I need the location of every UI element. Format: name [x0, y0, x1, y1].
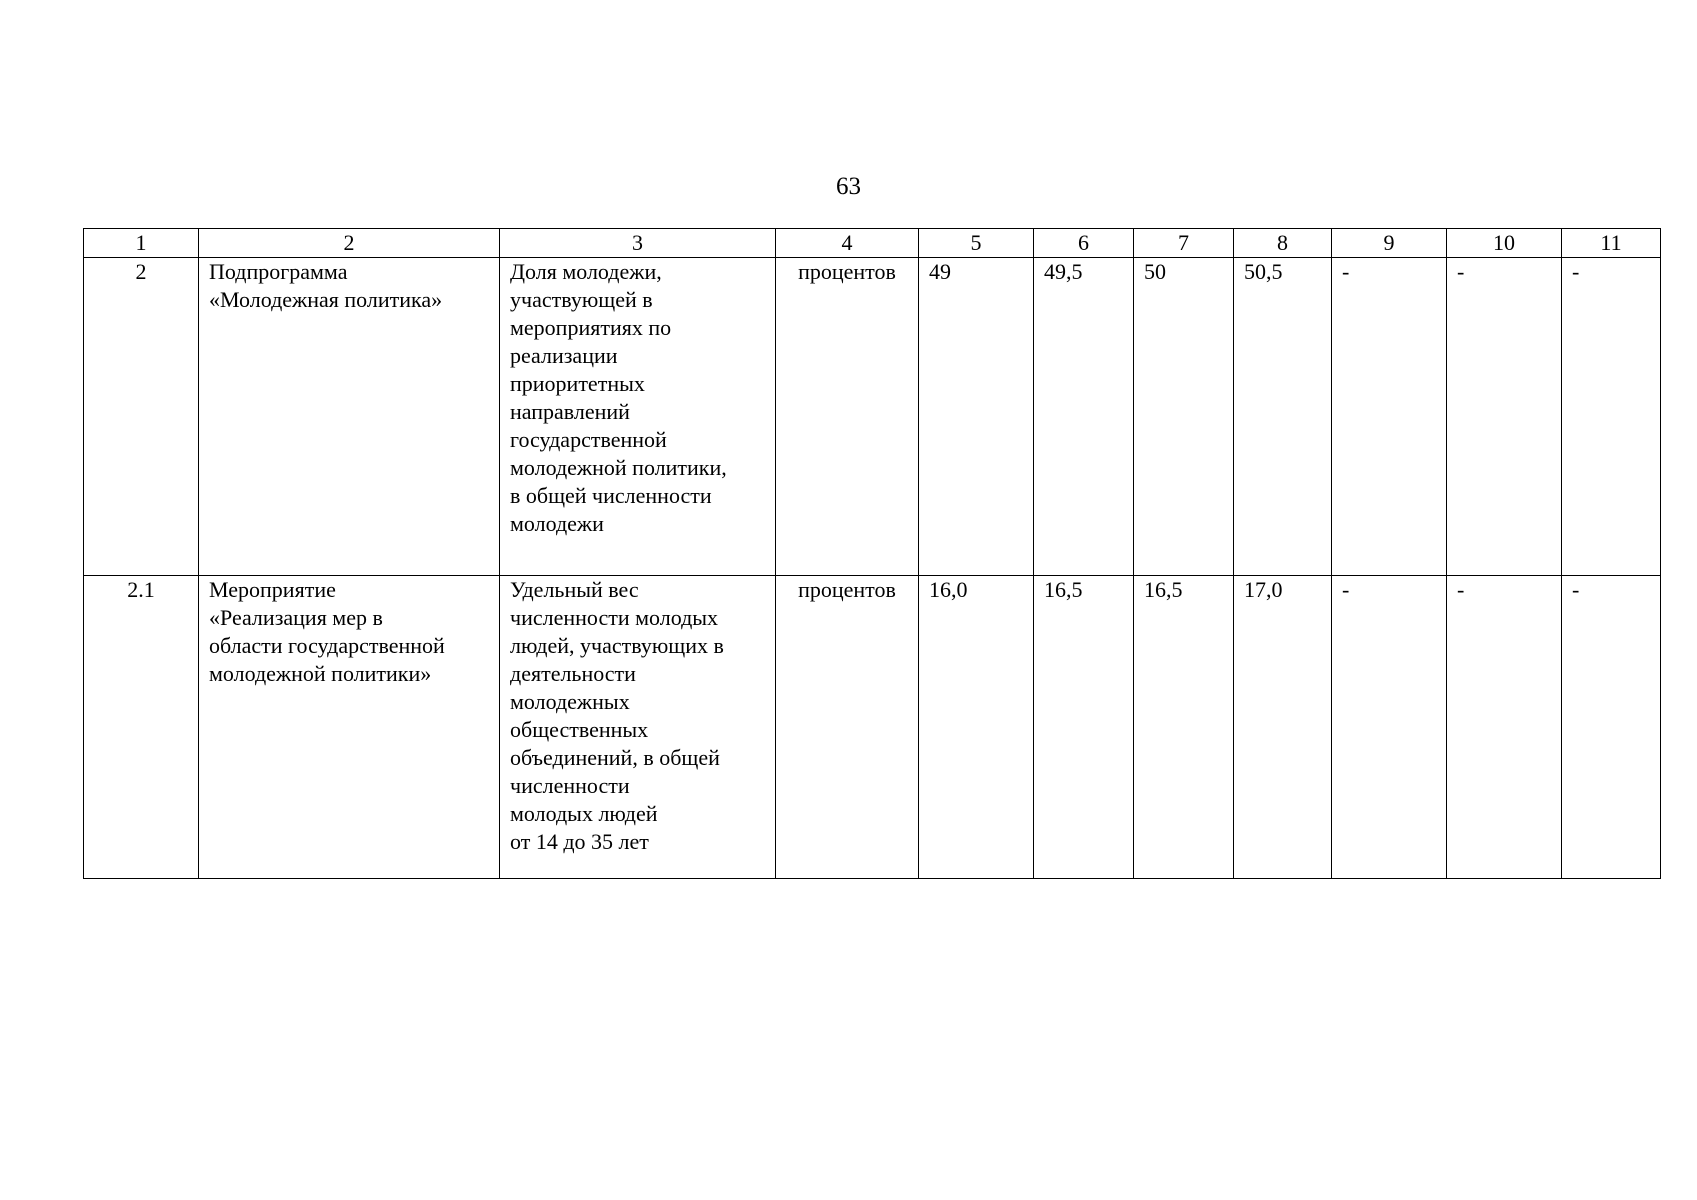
- column-header: 3: [500, 229, 776, 258]
- value-cell-11: -: [1562, 258, 1661, 576]
- value-cell-8: 50,5: [1234, 258, 1332, 576]
- column-header: 4: [776, 229, 919, 258]
- value-cell-5: 49: [919, 258, 1034, 576]
- value-cell-11: -: [1562, 576, 1661, 879]
- value-cell-5: 16,0: [919, 576, 1034, 879]
- page-number: 63: [836, 173, 861, 200]
- table-row: [84, 576, 1661, 879]
- indicator-cell: Доля молодежи, участвующей в мероприятиях по реализации приоритетных направлений государственной молодежной политики, в общей численности молодежи: [500, 258, 776, 576]
- column-header: 8: [1234, 229, 1332, 258]
- unit-cell: процентов: [776, 258, 919, 576]
- program-name-cell: Подпрограмма «Молодежная политика»: [199, 258, 500, 576]
- indicator-cell: Удельный вес численности молодых людей, участвующих в деятельности молодежных общественных объединений, в общей численности молодых людей от 14 до 35 лет: [500, 576, 776, 879]
- row-number-cell: 2.1: [84, 576, 199, 879]
- column-header: 7: [1134, 229, 1234, 258]
- table-header-row: [84, 229, 1661, 258]
- value-cell-6: 49,5: [1034, 258, 1134, 576]
- column-header: 9: [1332, 229, 1447, 258]
- value-cell-10: -: [1447, 576, 1562, 879]
- value-cell-8: 17,0: [1234, 576, 1332, 879]
- value-cell-7: 16,5: [1134, 576, 1234, 879]
- value-cell-10: -: [1447, 258, 1562, 576]
- indicators-table: [83, 228, 1661, 879]
- value-cell-6: 16,5: [1034, 576, 1134, 879]
- column-header: 10: [1447, 229, 1562, 258]
- column-header: 11: [1562, 229, 1661, 258]
- column-header: 5: [919, 229, 1034, 258]
- column-header: 1: [84, 229, 199, 258]
- column-header: 6: [1034, 229, 1134, 258]
- value-cell-9: -: [1332, 258, 1447, 576]
- column-header: 2: [199, 229, 500, 258]
- program-name-cell: Мероприятие «Реализация мер в области государственной молодежной политики»: [199, 576, 500, 879]
- row-number-cell: 2: [84, 258, 199, 576]
- value-cell-9: -: [1332, 576, 1447, 879]
- table-row: [84, 258, 1661, 576]
- value-cell-7: 50: [1134, 258, 1234, 576]
- unit-cell: процентов: [776, 576, 919, 879]
